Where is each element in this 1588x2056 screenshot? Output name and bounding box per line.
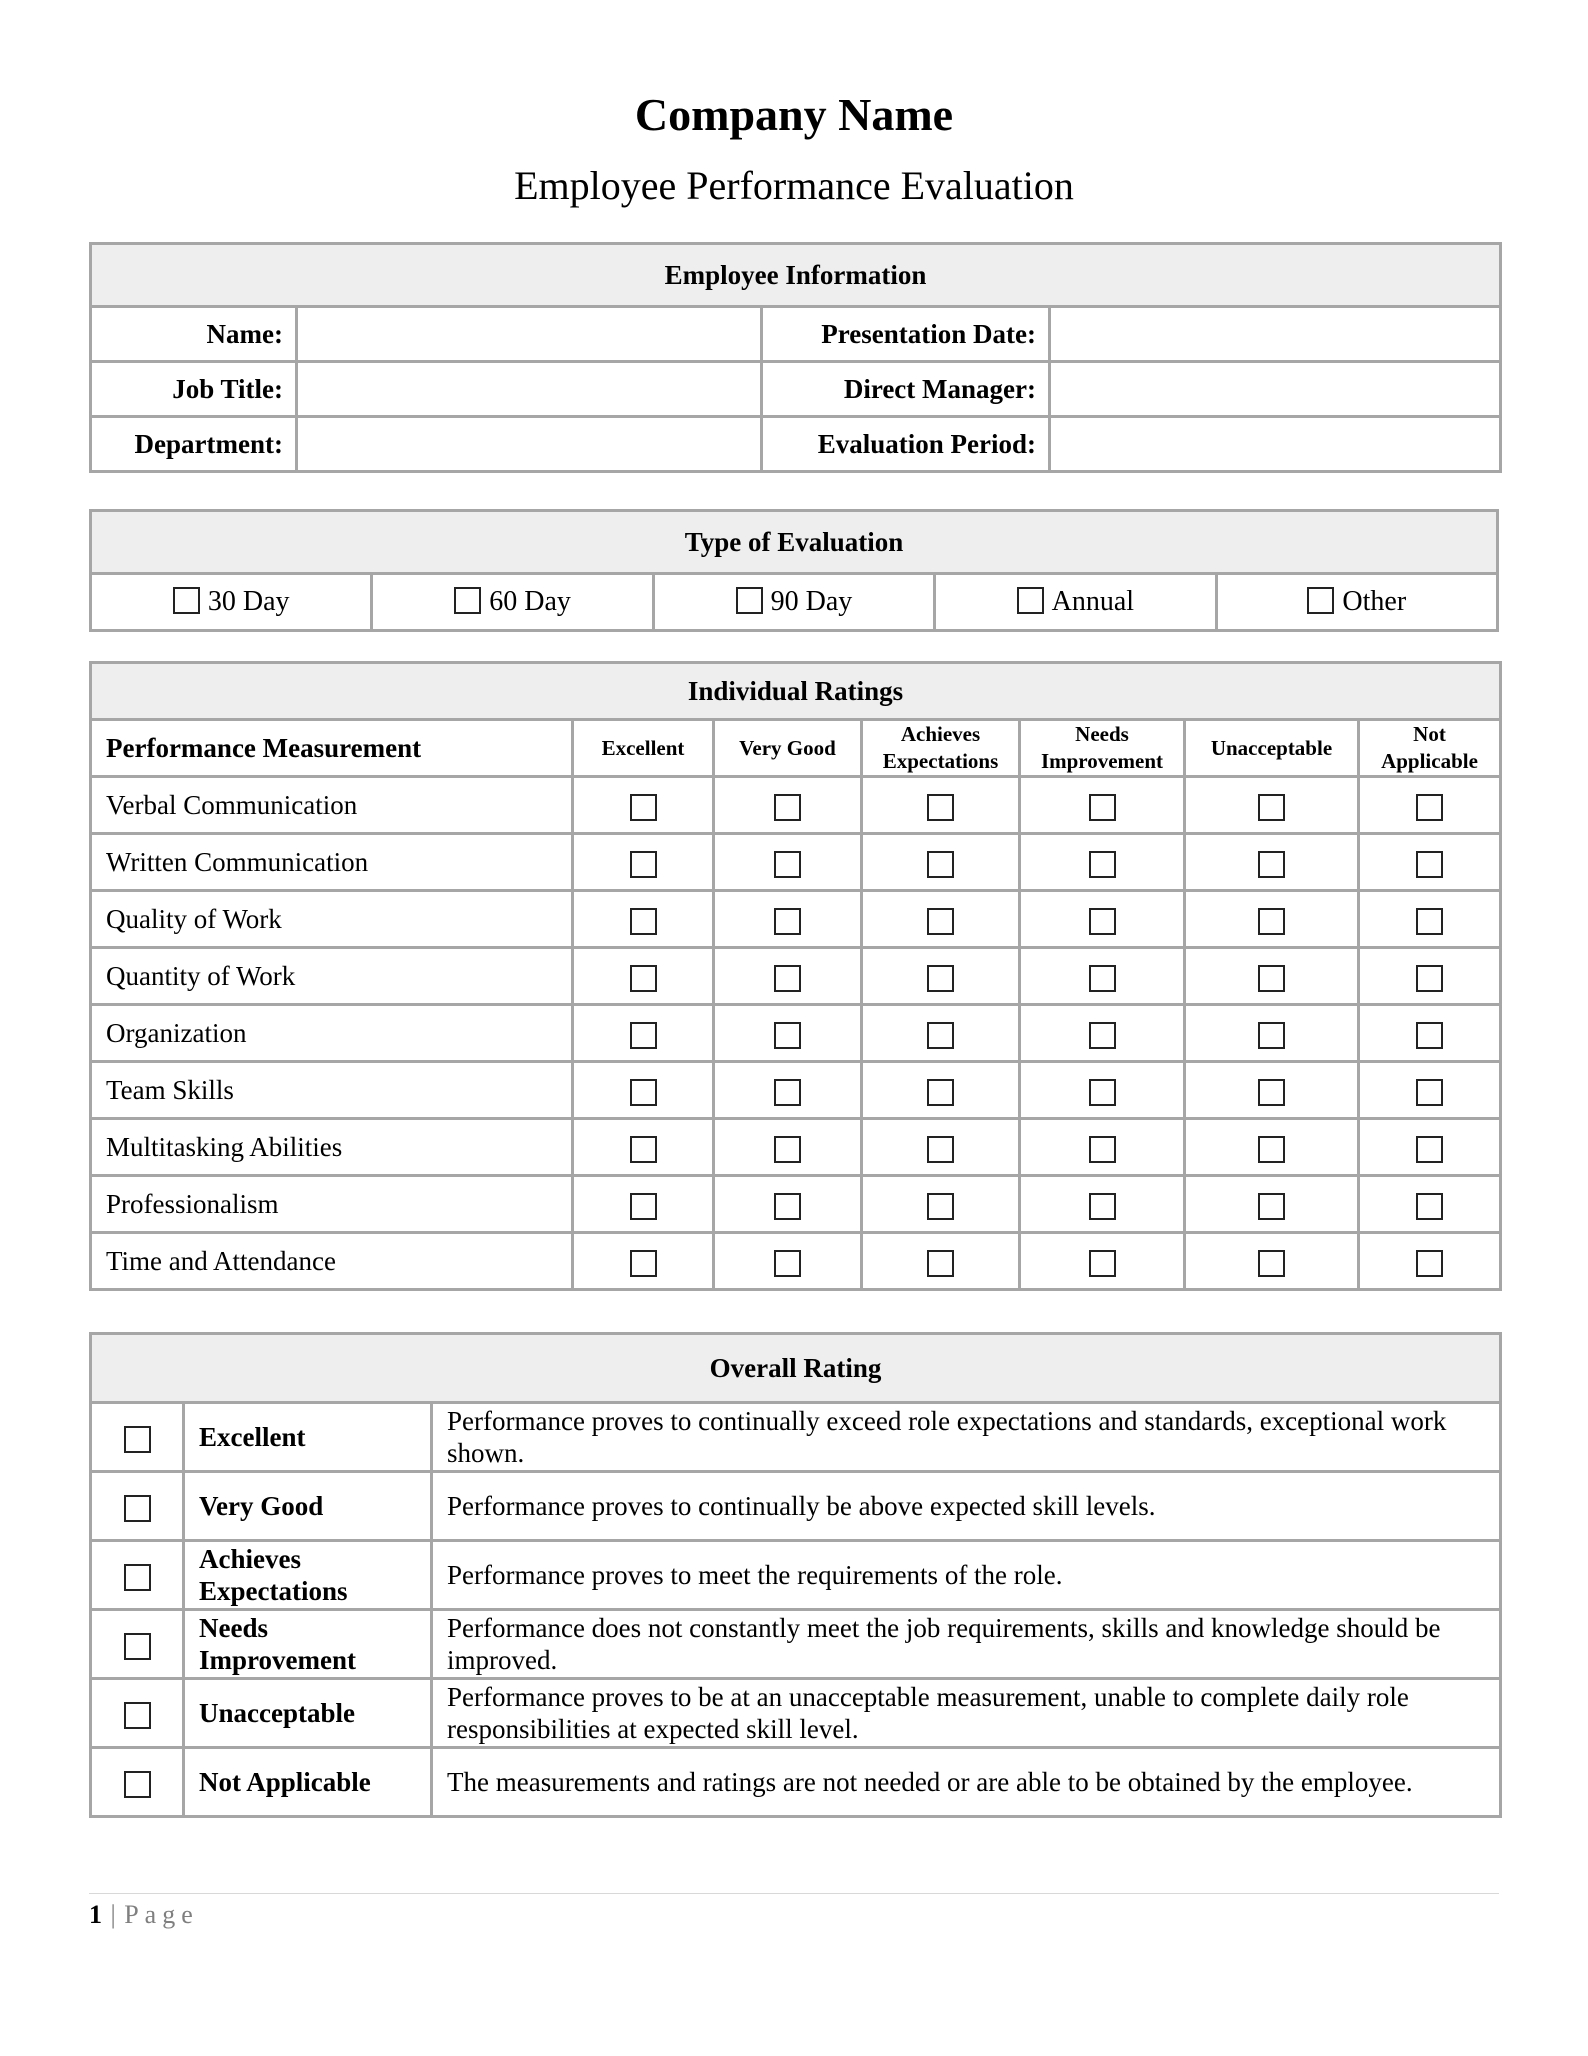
checkbox-icon[interactable] (1416, 794, 1443, 821)
rating-cell-achieves-expectations[interactable] (862, 1005, 1020, 1062)
overall-level-description: Performance proves to continually exceed role expectations and standards, exceptional work shown. (432, 1403, 1501, 1472)
checkbox-icon[interactable] (774, 1022, 801, 1049)
evaluation-option-30-day[interactable] (91, 574, 372, 631)
overall-checkbox-cell[interactable] (91, 1679, 184, 1748)
checkbox-icon[interactable] (1089, 1022, 1116, 1049)
rating-row-quantity-of-work (91, 948, 1501, 1005)
overall-level-text: Improvement (199, 1645, 356, 1675)
rating-cell-achieves-expectations[interactable] (862, 948, 1020, 1005)
rating-cell-excellent[interactable] (573, 948, 714, 1005)
checkbox-icon[interactable] (630, 1193, 657, 1220)
checkbox-icon[interactable] (774, 965, 801, 992)
rating-cell-needs-improvement[interactable] (1020, 948, 1185, 1005)
rating-cell-very-good[interactable] (714, 948, 862, 1005)
evaluation-period-label: Evaluation Period: (762, 417, 1050, 472)
checkbox-icon[interactable] (774, 1136, 801, 1163)
rating-cell-not-applicable[interactable] (1359, 834, 1501, 891)
rating-row-professionalism (91, 1176, 1501, 1233)
rating-column-label: Expectations (882, 749, 999, 773)
direct-manager-field[interactable] (1050, 362, 1501, 417)
individual-ratings-table (89, 661, 1502, 1291)
overall-level-label (184, 1541, 432, 1610)
rating-cell-unacceptable[interactable] (1185, 1176, 1359, 1233)
page-footer (89, 1900, 199, 1930)
rating-cell-achieves-expectations[interactable] (862, 1233, 1020, 1290)
overall-level-label (184, 1679, 432, 1748)
checkbox-icon[interactable] (774, 1079, 801, 1106)
checkbox-icon[interactable] (1416, 851, 1443, 878)
overall-level-description: Performance proves to continually be above expected skill levels. (432, 1472, 1501, 1541)
rating-column-needs-improvement (1020, 720, 1185, 777)
rating-cell-excellent[interactable] (573, 834, 714, 891)
checkbox-icon[interactable] (927, 794, 954, 821)
checkbox-icon[interactable] (1416, 908, 1443, 935)
checkbox-icon[interactable] (630, 908, 657, 935)
rating-column-excellent (573, 720, 714, 777)
employee-info-table (89, 242, 1502, 473)
checkbox-icon[interactable] (927, 1136, 954, 1163)
evaluation-period-field[interactable] (1050, 417, 1501, 472)
measure-label: Verbal Communication (91, 777, 573, 834)
rating-cell-excellent[interactable] (573, 777, 714, 834)
overall-row-excellent (91, 1403, 1501, 1472)
rating-column-label: Achieves (900, 722, 981, 746)
rating-cell-achieves-expectations[interactable] (862, 1119, 1020, 1176)
rating-row-multitasking-abilities (91, 1119, 1501, 1176)
overall-checkbox-cell[interactable] (91, 1610, 184, 1679)
rating-column-label: Unacceptable (1210, 735, 1333, 760)
checkbox-icon[interactable] (124, 1633, 151, 1660)
overall-level-description: The measurements and ratings are not needed or are able to be obtained by the employee. (432, 1748, 1501, 1817)
rating-cell-achieves-expectations[interactable] (862, 1176, 1020, 1233)
measure-label: Time and Attendance (91, 1233, 573, 1290)
checkbox-icon[interactable] (1017, 587, 1044, 614)
job-title-field[interactable] (297, 362, 762, 417)
department-field[interactable] (297, 417, 762, 472)
rating-cell-needs-improvement[interactable] (1020, 1233, 1185, 1290)
rating-cell-not-applicable[interactable] (1359, 1176, 1501, 1233)
checkbox-icon[interactable] (1089, 908, 1116, 935)
rating-row-quality-of-work (91, 891, 1501, 948)
rating-cell-not-applicable[interactable] (1359, 1062, 1501, 1119)
rating-cell-excellent[interactable] (573, 1233, 714, 1290)
rating-cell-unacceptable[interactable] (1185, 1005, 1359, 1062)
overall-level-label (184, 1403, 432, 1472)
checkbox-icon[interactable] (927, 1079, 954, 1106)
overall-checkbox-cell[interactable] (91, 1748, 184, 1817)
checkbox-icon[interactable] (1258, 851, 1285, 878)
overall-level-description: Performance does not constantly meet the job requirements, skills and knowledge should be improved. (432, 1610, 1501, 1679)
rating-cell-unacceptable[interactable] (1185, 891, 1359, 948)
rating-cell-unacceptable[interactable] (1185, 1233, 1359, 1290)
overall-row-unacceptable (91, 1679, 1501, 1748)
checkbox-icon[interactable] (1089, 1079, 1116, 1106)
page-number: 1 (89, 1900, 103, 1929)
overall-row-needs-improvement (91, 1610, 1501, 1679)
checkbox-icon[interactable] (173, 587, 200, 614)
name-label: Name: (91, 307, 297, 362)
rating-column-label: Very Good (739, 735, 836, 760)
checkbox-icon[interactable] (1089, 1250, 1116, 1277)
checkbox-icon[interactable] (1307, 587, 1334, 614)
checkbox-icon[interactable] (1089, 1136, 1116, 1163)
checkbox-icon[interactable] (1258, 1250, 1285, 1277)
individual-ratings-heading: Individual Ratings (91, 663, 1501, 720)
overall-level-label (184, 1748, 432, 1817)
rating-cell-unacceptable[interactable] (1185, 777, 1359, 834)
rating-cell-very-good[interactable] (714, 1233, 862, 1290)
rating-column-not-applicable (1359, 720, 1501, 777)
checkbox-icon[interactable] (927, 908, 954, 935)
rating-column-label: Needs (1075, 722, 1129, 746)
checkbox-icon[interactable] (630, 1079, 657, 1106)
checkbox-icon[interactable] (774, 794, 801, 821)
overall-level-description: Performance proves to be at an unacceptable measurement, unable to complete daily role responsibilities at expected skill level. (432, 1679, 1501, 1748)
rating-cell-achieves-expectations[interactable] (862, 777, 1020, 834)
checkbox-icon[interactable] (630, 1022, 657, 1049)
evaluation-option-60-day[interactable] (372, 574, 653, 631)
checkbox-icon[interactable] (927, 965, 954, 992)
checkbox-icon[interactable] (774, 851, 801, 878)
evaluation-option-label: Annual (1051, 586, 1135, 617)
presentation-date-label: Presentation Date: (762, 307, 1050, 362)
rating-cell-not-applicable[interactable] (1359, 1119, 1501, 1176)
checkbox-icon[interactable] (1416, 1136, 1443, 1163)
evaluation-option-other[interactable] (1216, 574, 1497, 631)
checkbox-icon[interactable] (1416, 965, 1443, 992)
rating-cell-needs-improvement[interactable] (1020, 1176, 1185, 1233)
checkbox-icon[interactable] (1258, 1136, 1285, 1163)
checkbox-icon[interactable] (774, 1193, 801, 1220)
measure-label: Written Communication (91, 834, 573, 891)
rating-cell-needs-improvement[interactable] (1020, 1005, 1185, 1062)
rating-cell-excellent[interactable] (573, 891, 714, 948)
overall-level-text: Expectations (199, 1576, 348, 1606)
presentation-date-field[interactable] (1050, 307, 1501, 362)
page-word: Page (124, 1900, 199, 1929)
rating-cell-not-applicable[interactable] (1359, 891, 1501, 948)
rating-row-time-and-attendance (91, 1233, 1501, 1290)
checkbox-icon[interactable] (1416, 1079, 1443, 1106)
company-name: Company Name (634, 89, 954, 140)
checkbox-icon[interactable] (1258, 1079, 1285, 1106)
footer-separator: | (110, 1900, 117, 1929)
evaluation-option-label: Other (1342, 586, 1407, 617)
rating-row-organization (91, 1005, 1501, 1062)
checkbox-icon[interactable] (774, 908, 801, 935)
rating-cell-needs-improvement[interactable] (1020, 891, 1185, 948)
checkbox-icon[interactable] (1416, 1193, 1443, 1220)
rating-column-label: Not (1413, 722, 1446, 746)
checkbox-icon[interactable] (927, 1022, 954, 1049)
rating-cell-very-good[interactable] (714, 1005, 862, 1062)
checkbox-icon[interactable] (1089, 1193, 1116, 1220)
checkbox-icon[interactable] (1416, 1250, 1443, 1277)
checkbox-icon[interactable] (1416, 1022, 1443, 1049)
checkbox-icon[interactable] (124, 1702, 151, 1729)
checkbox-icon[interactable] (1089, 851, 1116, 878)
rating-cell-unacceptable[interactable] (1185, 948, 1359, 1005)
checkbox-icon[interactable] (124, 1564, 151, 1591)
overall-level-description: Performance proves to meet the requirements of the role. (432, 1541, 1501, 1610)
rating-column-label: Improvement (1040, 749, 1164, 773)
measure-label: Multitasking Abilities (91, 1119, 573, 1176)
rating-cell-achieves-expectations[interactable] (862, 891, 1020, 948)
checkbox-icon[interactable] (630, 851, 657, 878)
rating-column-very-good (714, 720, 862, 777)
rating-cell-needs-improvement[interactable] (1020, 1062, 1185, 1119)
rating-cell-achieves-expectations[interactable] (862, 834, 1020, 891)
rating-row-written-communication (91, 834, 1501, 891)
rating-cell-excellent[interactable] (573, 1119, 714, 1176)
rating-cell-unacceptable[interactable] (1185, 834, 1359, 891)
rating-row-team-skills (91, 1062, 1501, 1119)
overall-level-label (184, 1610, 432, 1679)
checkbox-icon[interactable] (927, 1193, 954, 1220)
rating-cell-achieves-expectations[interactable] (862, 1062, 1020, 1119)
checkbox-icon[interactable] (630, 1136, 657, 1163)
document-title: Employee Performance Evaluation (514, 163, 1074, 208)
checkbox-icon[interactable] (1258, 908, 1285, 935)
evaluation-option-90-day[interactable] (653, 574, 934, 631)
evaluation-type-heading: Type of Evaluation (91, 511, 1498, 574)
direct-manager-label: Direct Manager: (762, 362, 1050, 417)
overall-checkbox-cell[interactable] (91, 1541, 184, 1610)
overall-checkbox-cell[interactable] (91, 1403, 184, 1472)
rating-cell-excellent[interactable] (573, 1005, 714, 1062)
evaluation-option-label: 30 Day (207, 586, 290, 617)
rating-row-verbal-communication (91, 777, 1501, 834)
checkbox-icon[interactable] (1258, 1022, 1285, 1049)
measure-label: Quality of Work (91, 891, 573, 948)
overall-rating-table (89, 1332, 1502, 1818)
checkbox-icon[interactable] (124, 1495, 151, 1522)
evaluation-option-annual[interactable] (935, 574, 1216, 631)
overall-rating-heading: Overall Rating (91, 1334, 1501, 1403)
checkbox-icon[interactable] (124, 1426, 151, 1453)
rating-cell-not-applicable[interactable] (1359, 777, 1501, 834)
checkbox-icon[interactable] (1258, 965, 1285, 992)
rating-cell-very-good[interactable] (714, 834, 862, 891)
rating-cell-needs-improvement[interactable] (1020, 1119, 1185, 1176)
performance-measurement-header: Performance Measurement (91, 720, 573, 777)
rating-cell-very-good[interactable] (714, 777, 862, 834)
rating-cell-very-good[interactable] (714, 1176, 862, 1233)
department-label: Department: (91, 417, 297, 472)
evaluation-option-label: 60 Day (489, 586, 571, 617)
rating-column-label: Applicable (1381, 749, 1478, 773)
footer-divider (89, 1893, 1499, 1894)
employee-info-heading: Employee Information (91, 244, 1501, 307)
overall-row-not-applicable (91, 1748, 1501, 1817)
checkbox-icon[interactable] (1089, 794, 1116, 821)
rating-cell-very-good[interactable] (714, 1119, 862, 1176)
overall-row-very-good (91, 1472, 1501, 1541)
checkbox-icon[interactable] (630, 794, 657, 821)
overall-level-text: Needs (199, 1613, 268, 1643)
rating-cell-not-applicable[interactable] (1359, 1233, 1501, 1290)
rating-cell-very-good[interactable] (714, 1062, 862, 1119)
rating-column-label: Excellent (601, 735, 685, 760)
overall-level-text: Very Good (199, 1491, 324, 1521)
rating-cell-needs-improvement[interactable] (1020, 777, 1185, 834)
rating-column-unacceptable (1185, 720, 1359, 777)
checkbox-icon[interactable] (736, 587, 763, 614)
overall-level-text: Unacceptable (199, 1698, 355, 1728)
evaluation-type-table (89, 509, 1499, 632)
rating-cell-unacceptable[interactable] (1185, 1062, 1359, 1119)
checkbox-icon[interactable] (630, 1250, 657, 1277)
checkbox-icon[interactable] (124, 1771, 151, 1798)
checkbox-icon[interactable] (927, 1250, 954, 1277)
rating-cell-excellent[interactable] (573, 1176, 714, 1233)
overall-level-label (184, 1472, 432, 1541)
checkbox-icon[interactable] (774, 1250, 801, 1277)
checkbox-icon[interactable] (927, 851, 954, 878)
overall-level-text: Excellent (199, 1422, 306, 1452)
rating-cell-not-applicable[interactable] (1359, 948, 1501, 1005)
measure-label: Professionalism (91, 1176, 573, 1233)
checkbox-icon[interactable] (1258, 1193, 1285, 1220)
checkbox-icon[interactable] (1258, 794, 1285, 821)
checkbox-icon[interactable] (1089, 965, 1116, 992)
overall-checkbox-cell[interactable] (91, 1472, 184, 1541)
overall-level-text: Not Applicable (199, 1767, 371, 1797)
checkbox-icon[interactable] (630, 965, 657, 992)
job-title-label: Job Title: (91, 362, 297, 417)
rating-column-achieves-expectations (862, 720, 1020, 777)
rating-cell-excellent[interactable] (573, 1062, 714, 1119)
rating-cell-very-good[interactable] (714, 891, 862, 948)
evaluation-option-label: 90 Day (770, 586, 853, 617)
rating-cell-needs-improvement[interactable] (1020, 834, 1185, 891)
overall-row-achieves-expectations (91, 1541, 1501, 1610)
rating-cell-unacceptable[interactable] (1185, 1119, 1359, 1176)
measure-label: Organization (91, 1005, 573, 1062)
measure-label: Team Skills (91, 1062, 573, 1119)
measure-label: Quantity of Work (91, 948, 573, 1005)
name-field[interactable] (297, 307, 762, 362)
checkbox-icon[interactable] (454, 587, 481, 614)
overall-level-text: Achieves (199, 1544, 301, 1574)
rating-cell-not-applicable[interactable] (1359, 1005, 1501, 1062)
